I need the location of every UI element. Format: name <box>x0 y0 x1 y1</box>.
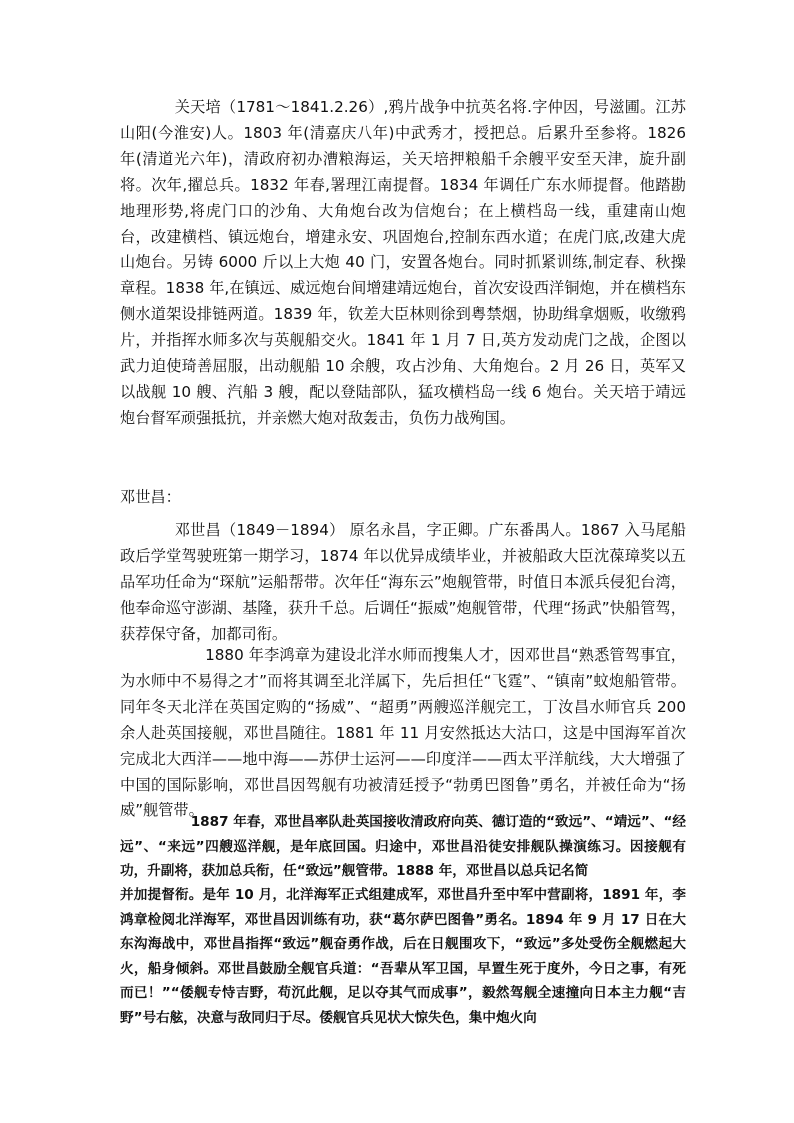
paragraph-guan-tianpei: 关天培（1781～1841.2.26）,鸦片战争中抗英名将.字仲因，号滋圃。江苏山阳(今淮安)人。1803 年(清嘉庆八年)中武秀才，授把总。后累升至参将。1826 年(清道光六年)，清政府初办漕粮海运，关天培押粮船千余艘平安至天津，旋升副将。次年,擢总兵。1832 年春,署理江南提督。1834 年调任广东水师提督。他踏勘地理形势,将虎门口的沙角、大角炮台改为信炮台；在上横档岛一线，重建南山炮台，改建横档、镇远炮台，增建永安、巩固炮台,控制东西水道；在虎门底,改建大虎山炮台。另铸 6000 斤以上大炮 40 门，安置各炮台。同时抓紧训练,制定春、秋操章程。1838 年,在镇远、威远炮台间增建靖远炮台，首次安设西洋铜炮，并在横档东侧水道架设排链两道。1839 年，钦差大臣林则徐到粤禁烟，协助缉拿烟贩，收缴鸦片，并指挥水师多次与英舰船交火。1841 年 1 月 7 日,英方发动虎门之战，企图以武力迫使琦善屈服，出动舰船 10 余艘，攻占沙角、大角炮台。2 月 26 日，英军又以战舰 10 艘、汽船 3 艘，配以登陆部队，猛攻横档岛一线 6 炮台。关天培于靖远炮台督军顽强抵抗，并亲燃大炮对敌轰击，负伤力战殉国。 <box>120 98 686 427</box>
paragraph-deng-shichang-battle: 并加提督衔。是年 10 月，北洋海军正式组建成军，邓世昌升至中军中营副将，1891 年，李鸿章检阅北洋海军，邓世昌因训练有功，获“葛尔萨巴图鲁”勇名。1894 年 9 月 17 日在大东沟海战中，邓世昌指挥“致远”舰奋勇作战，后在日舰围攻下，“致远”多处受伤全舰燃起大火，船身倾斜。邓世昌鼓励全舰官兵道：“吾辈从军卫国，早置生死于度外，今日之事，有死而已！”“倭舰专恃吉野，苟沉此舰，足以夺其气而成事”，毅然驾舰全速撞向日本主力舰“吉野”号右舷，决意与敌同归于尽。倭舰官兵见状大惊失色，集中炮火向 <box>120 887 686 1026</box>
paragraph-deng-shichang-early-career: 邓世昌（1849－1894） 原名永昌，字正卿。广东番禺人。1867 入马尾船政后学堂驾驶班第一期学习，1874 年以优异成绩毕业，并被船政大臣沈葆璋奖以五品军功任命为“琛航”运船帮带。次年任“海东云”炮舰管带，时值日本派兵侵犯台湾，他奉命巡守澎湖、基隆，获升千总。后调任“振威”炮舰管带，代理“扬武”快船管驾，获荐保守备，加都司衔。 <box>120 521 686 643</box>
paragraph-deng-shichang-1887: 1887 年春，邓世昌率队赴英国接收清政府向英、德订造的“致远”、“靖远”、“经远”、“来远”四艘巡洋舰，是年底回国。归途中，邓世昌沿徒安排舰队操演练习。因接舰有功，升副将，获加总兵衔，任“致远”舰管带。1888 年，邓世昌以总兵记名简 <box>120 814 686 880</box>
paragraph-deng-shichang-beiyang: 1880 年李鸿章为建设北洋水师而搜集人才，因邓世昌“熟悉管驾事宜，为水师中不易得之才”而将其调至北洋属下，先后担任“飞霆”、“镇南”蚊炮船管带。同年冬天北洋在英国定购的“扬威”、“超勇”两艘巡洋舰完工，丁汝昌水师官兵 200 余人赴英国接舰，邓世昌随往。1881 年 11 月安然抵达大沽口，这是中国海军首次完成北大西洋——地中海——苏伊士运河——印度洋——西太平洋航线，大大增强了中国的国际影响，邓世昌因驾舰有功被清廷授予“勃勇巴图鲁”勇名，并被任命为“扬威”舰管带。 <box>120 646 686 820</box>
section-heading-deng-shichang: 邓世昌： <box>120 488 181 506</box>
